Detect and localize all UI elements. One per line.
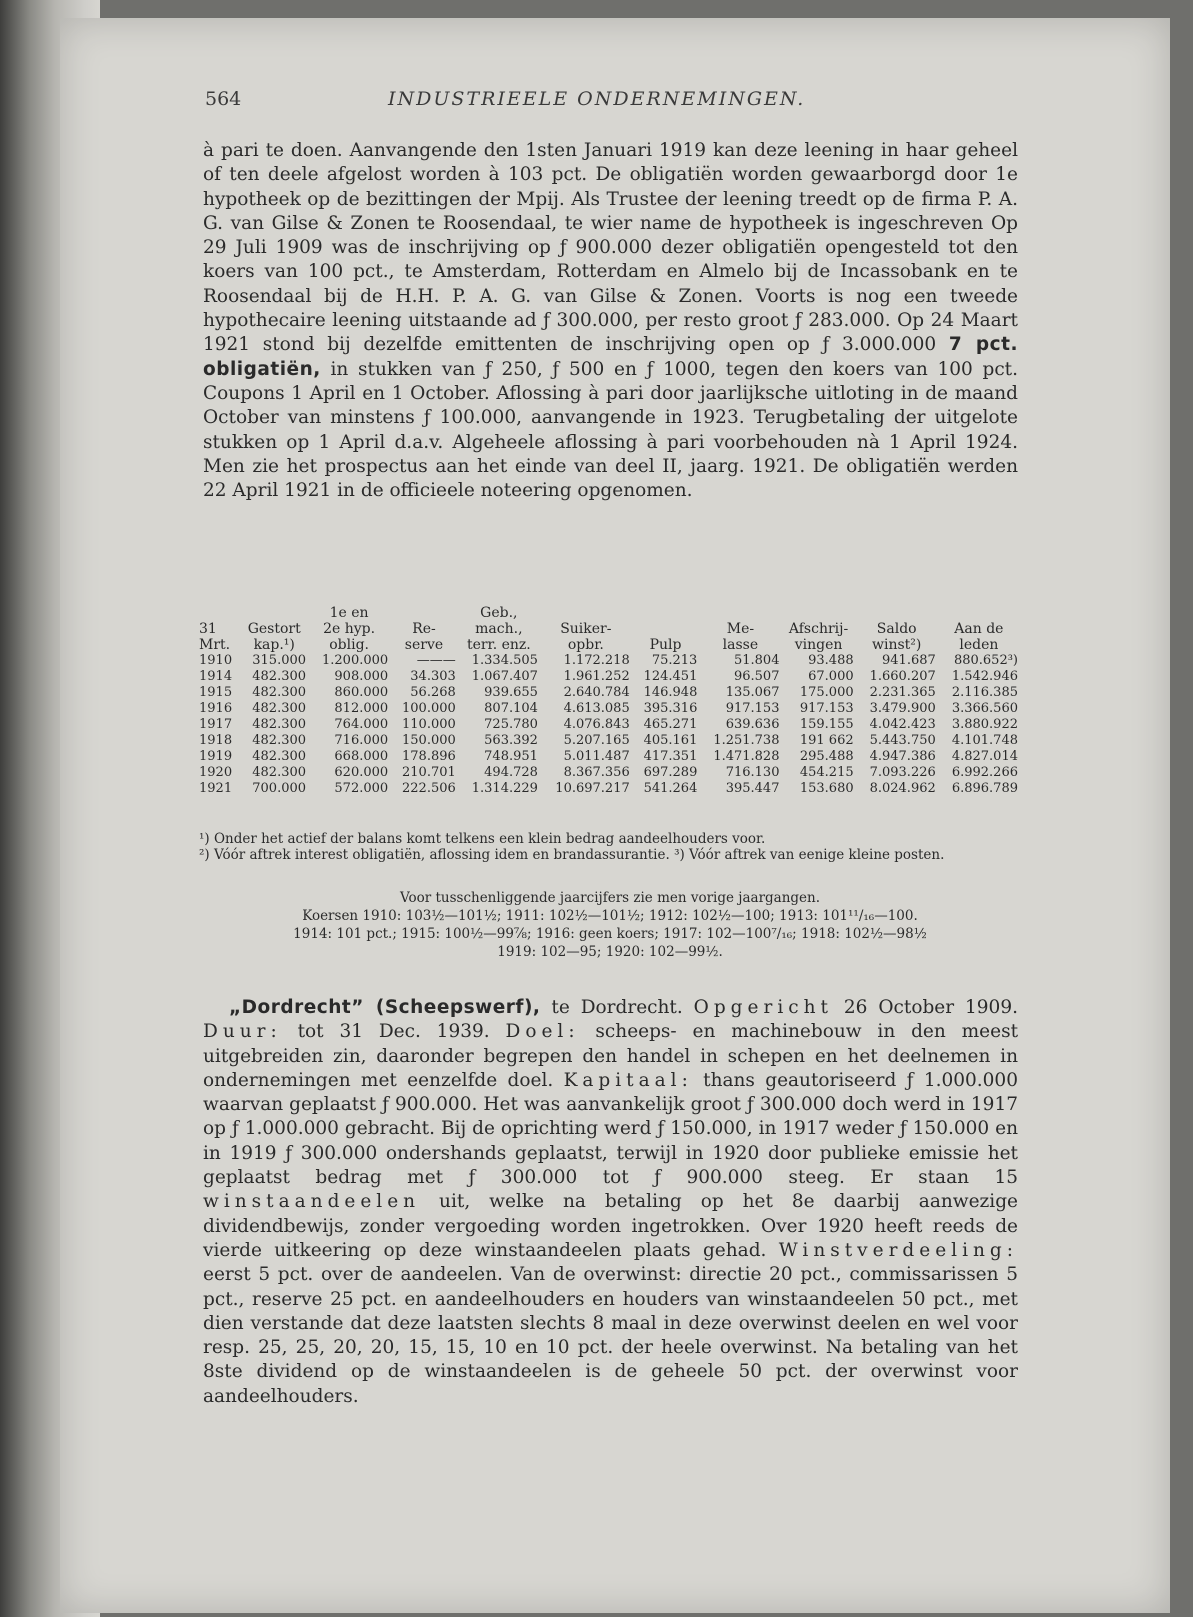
table-cell: ——— [416,653,456,668]
table-cell: 153.680 [799,781,854,796]
financial-table [197,605,1020,797]
table-header-row [197,621,1020,637]
table-header-cell: serve [404,637,444,653]
bond-highlight: 7 pct. obligatiën, [203,334,1018,380]
paragraph-2 [203,996,1018,1409]
table-cell: 1.334.505 [471,653,538,668]
table-cell: 75.213 [651,653,698,668]
p2-text-3: tot 31 Dec. 1939. [281,1021,506,1043]
table-header-cell [390,605,458,621]
table-cell: 6.896.789 [951,781,1018,796]
table-cell: 159.155 [799,717,854,732]
table-row [197,765,1020,781]
table-header-cell: Mrt. [199,637,231,653]
financial-table-body [197,605,1020,797]
table-cell: 34.303 [410,669,456,684]
running-title: INDUSTRIEELE ONDERNEMINGEN. [388,88,806,110]
table-header-cell [540,605,632,621]
p2-text-6: uit, welke na betaling op het 8e daarbij aanwezige dividendbewijs, zonder vergoeding worden ingetrokken. Over 1920 heeft reeds de vierde uitkeering op deze winstaandeelen plaats gehad. [203,1191,1018,1261]
paragraph-1-text: à pari te doen. Aanvangende den 1sten Januari 1919 kan deze leening in haar geheel of ten deele afgelost worden à 103 pct. De obligatiën worden gewaarborgd door 1e hypotheek op de bezittingen der Mpij. Als Trustee der leening treedt op de firma P. A. G. van Gilse & Zonen te Roosendaal, te wier name de hypotheek is ingeschreven Op 29 Juli 1909 was de inschrijving op ƒ 900.000 dezer obligatiën opengesteld tot den koers van 100 pct., te Amsterdam, Rotterdam en Almelo bij de Incassobank en te Roosendaal bij de H.H. P. A. G. van Gilse & Zonen. Voorts is nog een tweede hypothecaire leening uitstaande ad ƒ 300.000, per resto groot ƒ 283.000. Op 24 Maart 1921 stond bij dezelfde emittenten de inschrijving open op ƒ 3.000.000 [203,140,1018,356]
table-header-cell: Gestort [247,621,301,637]
table-cell: 700.000 [252,781,307,796]
table-header-cell: Me- [726,621,755,637]
table-cell: 748.951 [484,749,538,764]
table-header-cell [632,605,700,621]
table-cell: 3.880.922 [951,717,1018,732]
table-cell: 2.231.365 [869,685,936,700]
table-cell: 1914 [199,669,233,684]
table-cell: 2.640.784 [563,685,630,700]
table-cell: 175.000 [799,685,854,700]
table-row [197,781,1020,797]
table-row [197,685,1020,701]
table-cell: 124.451 [643,669,698,684]
table-cell: 465.271 [643,717,698,732]
table-cell: 5.207.165 [563,733,630,748]
table-cell: 3.366.560 [951,701,1018,716]
table-cell: 100.000 [402,701,456,716]
table-header-cell: Geb., [480,605,518,621]
table-row [197,701,1020,717]
table-cell: 5.011.487 [563,749,630,764]
table-cell: 880.652³) [953,653,1018,668]
table-header-cell [781,605,855,621]
table-cell: 67.000 [808,669,854,684]
table-cell: 51.804 [733,653,780,668]
footnotes [199,831,1019,863]
table-cell: 6.992.266 [951,765,1018,780]
table-cell: 4.827.014 [951,749,1018,764]
table-header-cell: leden [959,637,999,653]
table-cell: 417.351 [643,749,698,764]
table-cell: 2.116.385 [951,685,1018,700]
table-cell: 908.000 [334,669,389,684]
table-cell: 1919 [199,749,233,764]
table-cell: 1.314.229 [471,781,538,796]
paragraph-1 [203,139,1018,503]
label-duur: Duur: [203,1021,282,1043]
table-cell: 150.000 [402,733,456,748]
table-header-cell: vingen [794,637,843,653]
table-cell: 482.300 [252,701,307,716]
table-header-cell: opbr. [567,637,604,653]
table-cell: 10.697.217 [555,781,630,796]
label-doel: Doel: [505,1021,580,1043]
table-cell: 1921 [199,781,233,796]
table-header-cell [197,605,240,621]
table-cell: 1920 [199,765,233,780]
table-cell: 1.251.738 [713,733,780,748]
table-cell: 405.161 [643,733,698,748]
table-cell: 4.101.748 [951,733,1018,748]
table-header-cell: winst²) [872,637,922,653]
footnote-1: ¹) Onder het actief der balans komt telkens een klein bedrag aandeelhouders voor. [199,831,766,847]
table-cell: 146.948 [643,685,698,700]
course-quotes [205,889,1015,961]
table-cell: 1918 [199,733,233,748]
table-cell: 941.687 [882,653,936,668]
table-cell: 541.264 [643,781,698,796]
table-cell: 4.947.386 [869,749,936,764]
table-header-cell [856,605,938,621]
table-cell: 4.613.085 [563,701,630,716]
table-cell: 1.067.407 [471,669,538,684]
paragraph-dordrecht [203,996,1018,1409]
p2-text-7: eerst 5 pct. over de aandeelen. Van de overwinst: directie 20 pct., commissarissen 5 pct., reserve 25 pct. en aandeelhouders en houders van winstaandeelen 50 pct., met dien verstande dat deze laatsten slechts 8 maal in deze overwinst deelen en wel voor resp. 25, 25, 20, 20, 15, 15, 10 en 10 pct. der heele overwinst. Na betaling van het 8ste dividend op de winstaandeelen is de geheele 50 pct. der overwinst voor aandeelhouders. [203,1264,1018,1407]
table-header-row [197,637,1020,653]
table-cell: 5.443.750 [869,733,936,748]
label-opgericht: Opgericht [693,997,833,1018]
table-header-cell: Aan de [954,621,1004,637]
table-cell: 482.300 [252,765,307,780]
table-header-cell [699,605,781,621]
table-cell: 191 662 [799,733,854,748]
table-header-cell: 1e en [329,605,369,621]
table-cell: 807.104 [484,701,538,716]
label-winstaandeelen: winstaandeelen [203,1191,421,1213]
label-winstverdeeling: Winstverdeeling: [778,1239,1018,1261]
table-row [197,733,1020,749]
p2-text-4: scheeps- en machinebouw in den meest uitgebreiden zin, daaronder begrepen den handel in schepen en het deelnemen in ondernemingen met eenzelfde doel. [203,1021,1019,1091]
table-cell: 4.076.843 [563,717,630,732]
table-cell: 1910 [199,653,233,668]
course-line-1: Voor tusschenliggende jaarcijfers zie men vorige jaargangen. [399,890,821,906]
table-header-cell: terr. enz. [466,637,531,653]
table-cell: 917.153 [799,701,854,716]
table-header-cell: lasse [722,637,759,653]
table-cell: 135.067 [725,685,780,700]
table-header-cell: Pulp [649,637,682,653]
label-kapitaal: Kapitaal: [563,1069,693,1091]
paragraph-bond-issue [203,139,1018,503]
table-cell: 222.506 [402,781,456,796]
table-cell: 639.636 [725,717,780,732]
table-cell: 8.024.962 [869,781,936,796]
table-header-cell: Afschrij- [788,621,849,637]
table-cell: 1.542.946 [951,669,1018,684]
table-header-cell [240,605,308,621]
table-cell: 1916 [199,701,233,716]
table-cell: 494.728 [484,765,538,780]
table-cell: 764.000 [334,717,389,732]
p2-text-5: thans geautoriseerd ƒ 1.000.000 waarvan geplaatst ƒ 900.000. Het was aanvankelijk groot ƒ 300.000 doch werd in 1917 op ƒ 1.000.000 gebracht. Bij de oprichting werd ƒ 150.000, in 1917 weder ƒ 150.000 en in 1919 ƒ 300.000 ondershands geplaatst, terwijl in 1920 door publieke emissie het geplaatst bedrag met ƒ 300.000 tot ƒ 900.000 steeg. Er staan 15 [203,1069,1018,1189]
table-cell: 210.701 [402,765,456,780]
table-header-cell [632,621,700,637]
table-cell: 1.200.000 [322,653,389,668]
p2-text-2: 26 October 1909. [832,997,1018,1018]
page-header [205,88,1035,112]
table-cell: 56.268 [410,685,456,700]
table-cell: 716.000 [334,733,389,748]
table-cell: 572.000 [334,781,389,796]
table-cell: 454.215 [799,765,854,780]
table-cell: 8.367.356 [563,765,630,780]
table-cell: 812.000 [334,701,389,716]
table-cell: 482.300 [252,685,307,700]
table-cell: 917.153 [725,701,780,716]
table-cell: 725.780 [484,717,538,732]
table-header-cell [938,605,1020,621]
course-line-3: 1914: 101 pct.; 1915: 100½—99⅞; 1916: geen koers; 1917: 102—100⁷/₁₆; 1918: 102½—98½ [293,926,927,942]
table-cell: 620.000 [334,765,389,780]
table-cell: 482.300 [252,669,307,684]
table-cell: 1.172.218 [563,653,630,668]
table-row [197,669,1020,685]
company-name: „Dordrecht” (Scheepswerf), [229,997,541,1018]
table-cell: 395.316 [643,701,698,716]
table-cell: 295.488 [799,749,854,764]
table-cell: 1.660.207 [869,669,936,684]
table-cell: 3.479.900 [869,701,936,716]
paragraph-1-text-cont: in stukken van ƒ 250, ƒ 500 en ƒ 1000, tegen den koers van 100 pct. Coupons 1 April en 1 October. Aflossing à pari door jaarlijksche uitloting in de maand October van minstens ƒ 100.000, aanvangende in 1923. Terugbetaling der uitgelote stukken op 1 April d.a.v. Algeheele aflossing à pari voorbehouden nà 1 April 1924. Men zie het prospectus aan het einde van deel II, jaarg. 1921. De obligatiën werden 22 April 1921 in de officieele noteering opgenomen. [203,358,1018,502]
table-cell: 93.488 [808,653,854,668]
table-header-cell: Saldo [876,621,917,637]
table-header-cell: 31 [199,621,217,637]
table-cell: 7.093.226 [869,765,936,780]
table-header-cell: mach., [475,621,523,637]
table-row [197,717,1020,733]
table-cell: 668.000 [334,749,389,764]
table-row [197,653,1020,669]
table-cell: 860.000 [334,685,389,700]
table-cell: 1.471.828 [713,749,780,764]
table-cell: 315.000 [252,653,307,668]
table-cell: 1917 [199,717,233,732]
table-cell: 482.300 [252,733,307,748]
table-cell: 482.300 [252,717,307,732]
footnote-2: ²) Vóór aftrek interest obligatiën, aflossing idem en brandassurantie. ³) Vóór aftrek van eenige kleine posten. [199,847,945,863]
table-cell: 1.961.252 [563,669,630,684]
table-header-cell: Suiker- [560,621,612,637]
table-cell: 697.289 [643,765,698,780]
table-row [197,749,1020,765]
table-header-row [197,605,1020,621]
table-cell: 563.392 [484,733,538,748]
p2-text-1: te Dordrecht. [540,997,694,1018]
table-cell: 395.447 [725,781,780,796]
table-cell: 939.655 [484,685,538,700]
table-header-cell: kap.¹) [253,637,295,653]
table-header-cell: oblig. [329,637,369,653]
course-line-4: 1919: 102—95; 1920: 102—99½. [497,944,723,960]
table-cell: 1915 [199,685,233,700]
table-header-cell: Re- [412,621,436,637]
table-cell: 110.000 [402,717,456,732]
page-number: 564 [205,88,242,110]
table-cell: 482.300 [252,749,307,764]
table-cell: 716.130 [725,765,780,780]
table-cell: 96.507 [733,669,780,684]
table-cell: 4.042.423 [869,717,936,732]
course-line-2: Koersen 1910: 103½—101½; 1911: 102½—101½; 1912: 102½—100; 1913: 101¹¹/₁₆—100. [302,908,918,924]
table-header-cell: 2e hyp. [323,621,376,637]
table-cell: 178.896 [402,749,456,764]
